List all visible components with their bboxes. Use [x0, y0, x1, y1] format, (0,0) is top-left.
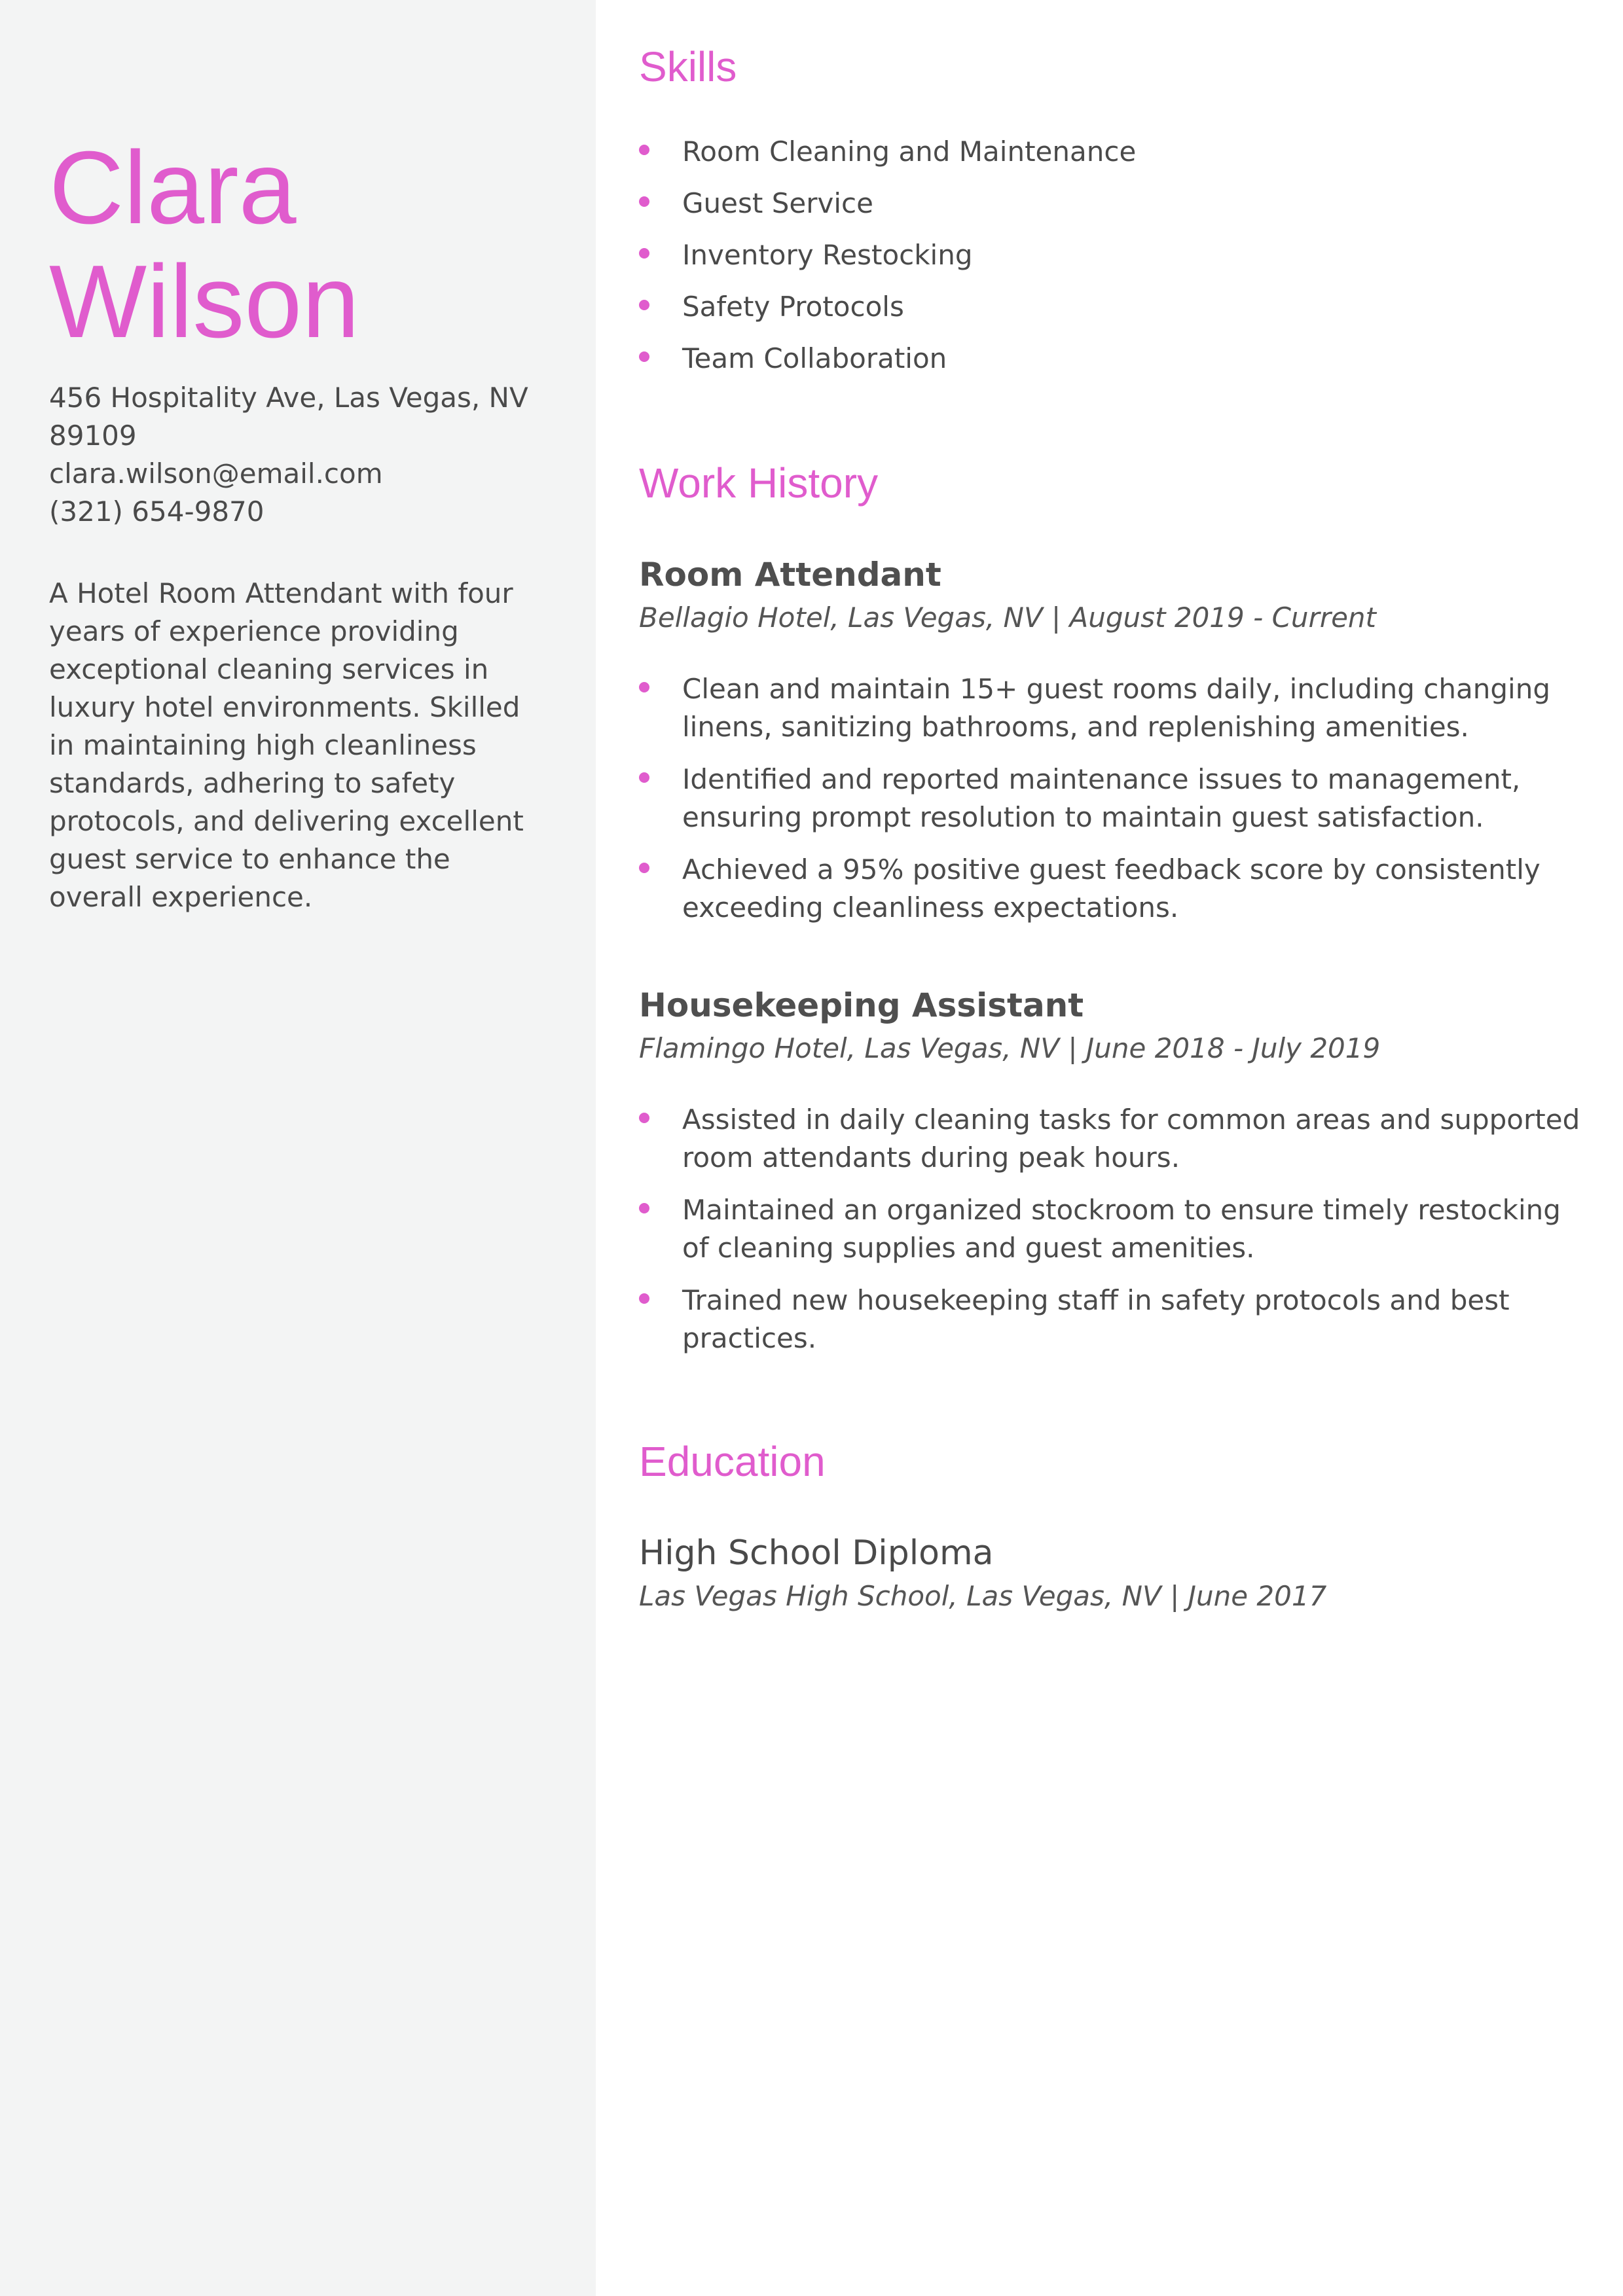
- degree-name: High School Diploma: [639, 1534, 994, 1573]
- job-bullets: [639, 1101, 1588, 1372]
- bullet-icon: [639, 1293, 649, 1304]
- bullet-icon: [639, 351, 649, 362]
- professional-summary: A Hotel Room Attendant with four years of experience providing exceptional cleaning services in luxury hotel environments. Skilled in maintaining high cleanliness standards, adhering to safety protocols, and delivering excellent guest service to enhance the overall experience.: [49, 577, 524, 913]
- main-content: [639, 0, 1588, 2296]
- job-bullet: Identified and reported maintenance issues to management, ensuring prompt resolution to maintain guest satisfaction.: [639, 761, 1588, 836]
- skill-item: Guest Service: [639, 185, 1588, 223]
- bullet-icon: [639, 1113, 649, 1123]
- work-history-heading: Work History: [639, 459, 879, 507]
- skill-item: Inventory Restocking: [639, 236, 1588, 274]
- contact-info: [49, 379, 573, 531]
- last-name: Wilson: [49, 244, 360, 359]
- skill-item: Team Collaboration: [639, 340, 1588, 378]
- address-line-2: 89109: [49, 420, 137, 452]
- skill-item: Safety Protocols: [639, 288, 1588, 326]
- job-bullet: Maintained an organized stockroom to ensure timely restocking of cleaning supplies and guest amenities.: [639, 1191, 1588, 1267]
- education-meta: Las Vegas High School, Las Vegas, NV | June 2017: [639, 1580, 1327, 1612]
- email-text: clara.wilson@email.com: [49, 457, 383, 490]
- sidebar: [0, 0, 596, 2296]
- skills-list: [639, 133, 1588, 391]
- bullet-icon: [639, 682, 649, 692]
- job-bullet: Clean and maintain 15+ guest rooms daily, including changing linens, sanitizing bathrooms, and replenishing amenities.: [639, 670, 1588, 746]
- job-meta: Flamingo Hotel, Las Vegas, NV | June 2018 - July 2019: [639, 1032, 1381, 1064]
- bullet-icon: [639, 1203, 649, 1213]
- job-bullet: Trained new housekeeping staff in safety protocols and best practices.: [639, 1282, 1588, 1357]
- candidate-name: [49, 131, 359, 359]
- job-meta: Bellagio Hotel, Las Vegas, NV | August 2019 - Current: [639, 601, 1377, 634]
- education-heading: Education: [639, 1438, 826, 1485]
- job-bullets: [639, 670, 1588, 941]
- bullet-icon: [639, 196, 649, 207]
- skills-heading: Skills: [639, 43, 737, 90]
- bullet-icon: [639, 300, 649, 310]
- address-line-1: 456 Hospitality Ave, Las Vegas, NV: [49, 382, 528, 414]
- job-title: Room Attendant: [639, 556, 941, 594]
- job-title: Housekeeping Assistant: [639, 986, 1084, 1024]
- bullet-icon: [639, 772, 649, 783]
- job-bullet: Achieved a 95% positive guest feedback score by consistently exceeding cleanliness expectations.: [639, 851, 1588, 927]
- skill-item: Room Cleaning and Maintenance: [639, 133, 1588, 171]
- bullet-icon: [639, 863, 649, 873]
- phone-text: (321) 654-9870: [49, 495, 264, 528]
- bullet-icon: [639, 248, 649, 259]
- first-name: Clara: [49, 130, 297, 245]
- job-bullet: Assisted in daily cleaning tasks for common areas and supported room attendants during peak hours.: [639, 1101, 1588, 1177]
- bullet-icon: [639, 145, 649, 155]
